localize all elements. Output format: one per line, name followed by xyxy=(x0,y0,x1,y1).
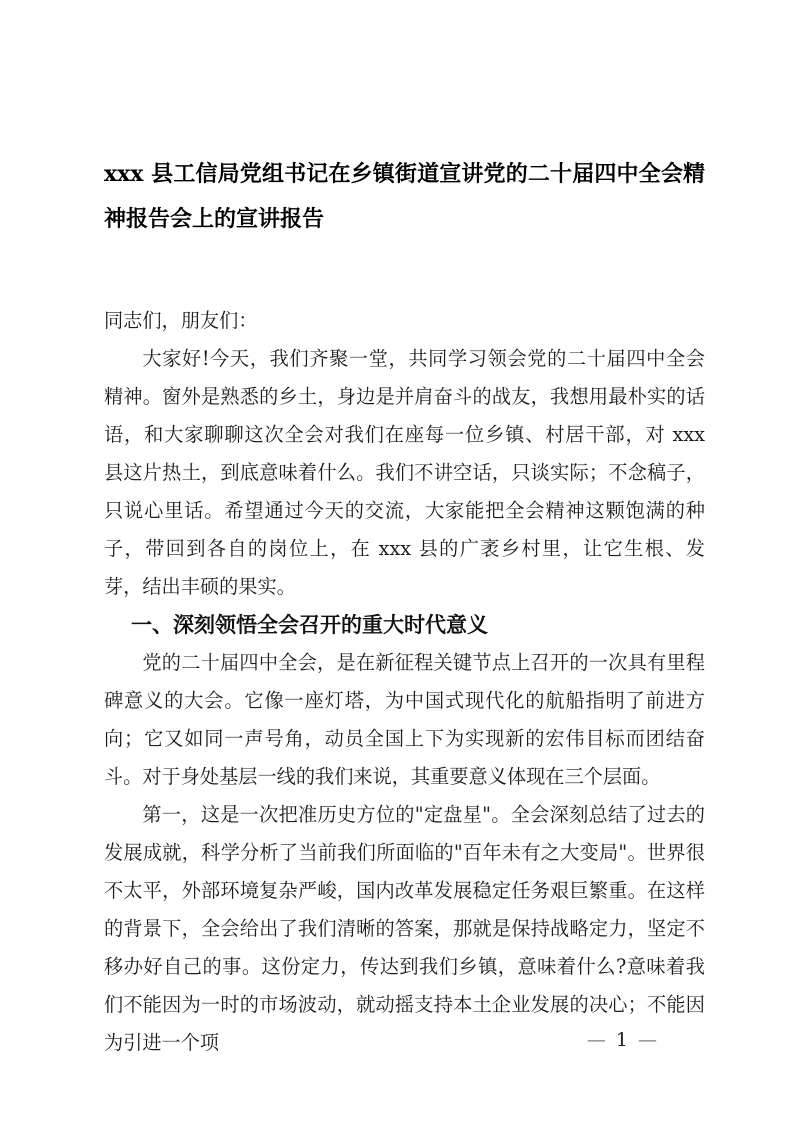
footer-right-dash: — xyxy=(638,1029,657,1051)
section-1-paragraph-1: 党的二十届四中全会，是在新征程关键节点上召开的一次具有里程碑意义的大会。它像一座灯塔，为中国式现代化的航船指明了前进方向；它又如同一声号角，动员全国上下为实现新的宏伟目标而团结奋斗。对于身处基层一线的我们来说，其重要意义体现在三个层面。 xyxy=(104,651,705,788)
document-content xyxy=(104,0,705,1062)
footer-left-dash: — xyxy=(586,1029,606,1051)
salutation-line: 同志们，朋友们： xyxy=(104,309,258,332)
section-1-paragraph-2: 第一，这是一次把准历史方位的"定盘星"。全会深刻总结了过去的发展成就，科学分析了当前我们所面临的"百年未有之大变局"。世界很不太平，外部环境复杂严峻，国内改革发展稳定任务艰巨繁重。在这样的背景下，全会给出了我们清晰的答案，那就是保持战略定力，坚定不移办好自己的事。这份定力，传达到我们乡镇，意味着什么?意味着我们不能因为一时的市场波动，就动摇支持本土企业发展的决心；不能因为引进一个项 xyxy=(104,803,705,1054)
page-number: 1 xyxy=(615,1029,628,1051)
section-1-heading: 一、深刻领悟全会召开的重大时代意义 xyxy=(131,613,488,637)
document-title: xxx 县工信局党组书记在乡镇街道宣讲党的二十届四中全会精神报告会上的宣讲报告 xyxy=(104,161,705,232)
intro-paragraph: 大家好!今天，我们齐聚一堂，共同学习领会党的二十届四中全会精神。窗外是熟悉的乡土，身边是并肩奋斗的战友，我想用最朴实的话语，和大家聊聊这次全会对我们在座每一位乡镇、村居干部，对 xxx 县这片热土，到底意味着什么。我们不讲空话，只谈实际；不念稿子，只说心里话。希望通过今天的交流，大家能把全会精神这颗饱满的种子，带回到各自的岗位上，在 xxx 县的广袤乡村里，让它生根、发芽，结出丰硕的果实。 xyxy=(104,347,705,598)
page-footer xyxy=(577,1026,667,1054)
